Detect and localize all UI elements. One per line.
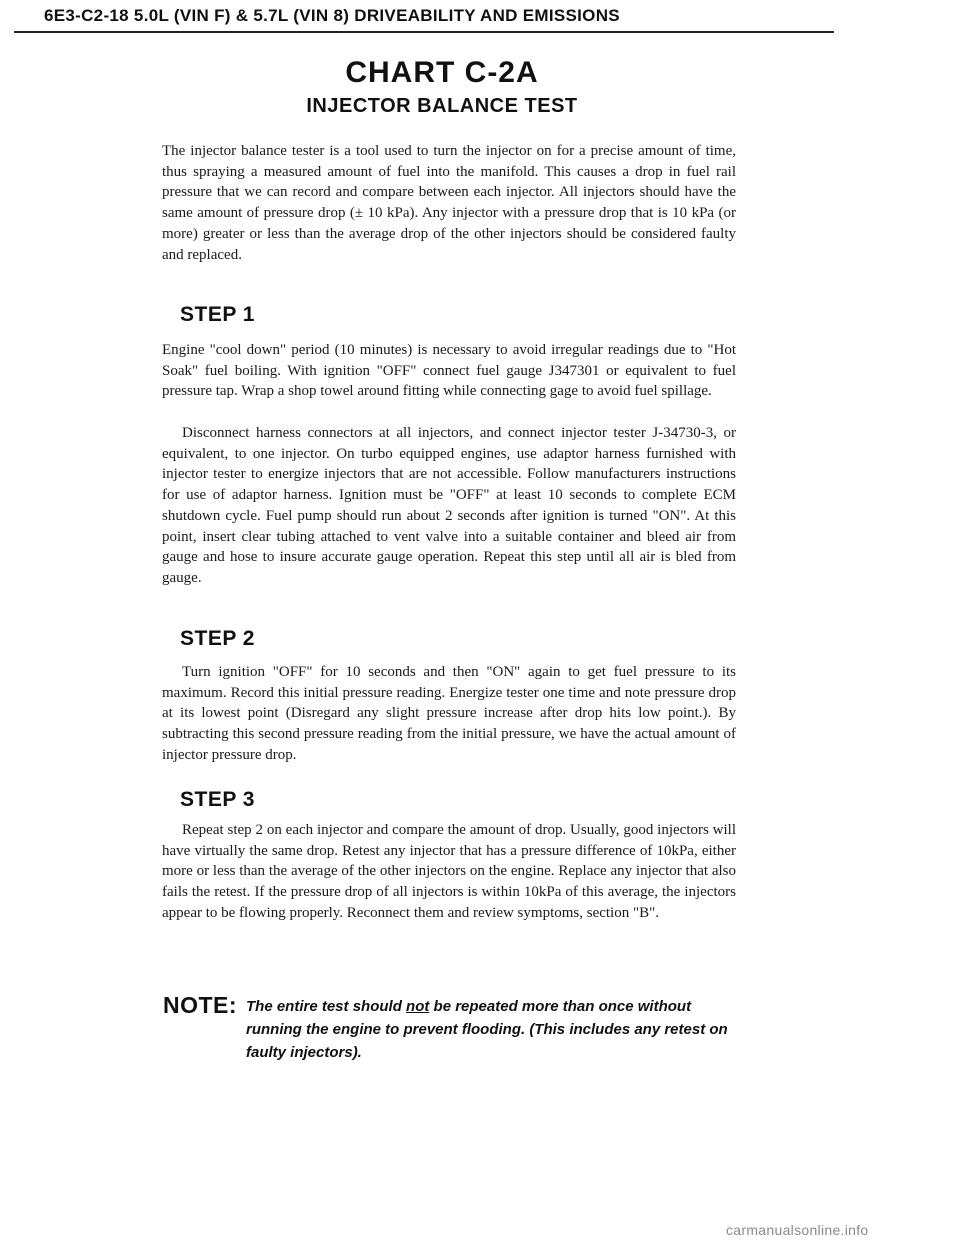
intro-paragraph: The injector balance tester is a tool used to turn the injector on for a precise amount of time, thus spraying a measured amount of fuel into the manifold. This causes a drop in fuel rail pressure that we can record and compare between each injector. All injectors should have the same amount of pressure drop (± 10 kPa). Any injector with a pressure drop that is 10 kPa (or more) greater or less than the average drop of the other injectors should be considered faulty and replaced. <box>162 143 736 263</box>
site-watermark: carmanualsonline.info <box>726 1222 869 1238</box>
note-text <box>246 995 746 1064</box>
note-label: NOTE: <box>163 992 238 1018</box>
page-header: 6E3-C2-18 5.0L (VIN F) & 5.7L (VIN 8) DRIVEABILITY AND EMISSIONS <box>44 6 620 25</box>
step-1-paragraph-2: Disconnect harness connectors at all injectors, and connect injector tester J-34730-3, or equivalent, to one injector. On turbo equipped engines, use adaptor harness furnished with injector tester to energize injectors that are not accessible. Follow manufacturers instructions for use of adaptor harness. Ignition must be "OFF" at least 10 seconds to complete ECM shutdown cycle. Fuel pump should run about 2 seconds after ignition is turned "ON". At this point, insert clear tubing attached to vent valve into a suitable container and bleed air from gauge and hose to insure accurate gauge operation. Repeat this step until all air is bled from gauge. <box>162 425 736 586</box>
step-3-paragraph: Repeat step 2 on each injector and compare the amount of drop. Usually, good injectors will have virtually the same drop. Retest any injector that has a pressure difference of 10kPa, either more or less than the average of the other injectors on the engine. Replace any injector that also fails the retest. If the pressure drop of all injectors is within 10kPa of this average, the injectors appear to be flowing properly. Reconnect them and review symptoms, section "B". <box>162 822 736 921</box>
step-1-paragraph-1: Engine "cool down" period (10 minutes) is necessary to avoid irregular readings due to "Hot Soak" fuel boiling. With ignition "OFF" connect fuel gauge J347301 or equivalent to fuel pressure tap. Wrap a shop towel around fitting while connecting gage to avoid fuel spillage. <box>162 342 736 400</box>
note-text-part-1: The entire test should <box>246 998 407 1015</box>
note-emphasis: not <box>406 998 430 1015</box>
step-2-paragraph: Turn ignition "OFF" for 10 seconds and then "ON" again to get fuel pressure to its maximum. Record this initial pressure reading. Energize tester one time and note pressure drop at its lowest point (Disregard any slight pressure increase after drop hits low point.). By subtracting this second pressure reading from the initial pressure, we have the actual amount of injector pressure drop. <box>162 664 736 763</box>
note-text-part-2: be repeated more than once without running the engine to prevent flooding. (This includes any retest on faulty injectors). <box>246 998 728 1061</box>
step-1-heading: STEP 1 <box>180 303 255 326</box>
step-2-heading: STEP 2 <box>180 627 255 650</box>
chart-subtitle: INJECTOR BALANCE TEST <box>306 95 578 117</box>
chart-title: CHART C-2A <box>345 56 539 89</box>
step-3-heading: STEP 3 <box>180 788 255 811</box>
header-divider <box>14 31 834 33</box>
